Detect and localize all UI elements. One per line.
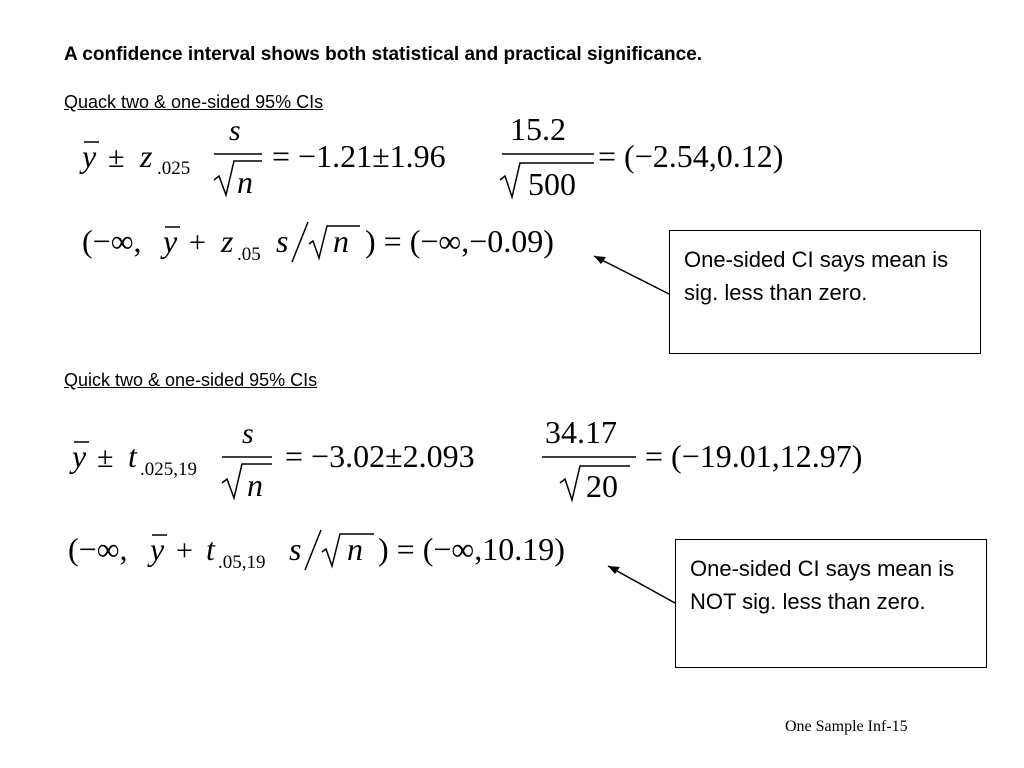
- callout-quick: One-sided CI says mean is NOT sig. less than zero.: [675, 539, 987, 668]
- rhs-expression: = −3.02±2.093: [285, 438, 475, 474]
- t-subscript: .025,19: [140, 459, 197, 480]
- z-symbol: z: [221, 223, 234, 259]
- numeric-denominator: 20: [586, 468, 618, 504]
- z-symbol: z: [140, 138, 153, 174]
- formula-quack-one-sided: [82, 222, 554, 265]
- plus-symbol: +: [176, 534, 193, 567]
- n-symbol: n: [347, 531, 363, 567]
- ybar-symbol: y: [150, 531, 165, 567]
- callout-arrow-1: [594, 256, 669, 294]
- s-numerator: s: [229, 114, 241, 147]
- interval-result: ) = (−∞,−0.09): [365, 223, 554, 259]
- s-symbol: s: [276, 223, 289, 259]
- plus-minus-symbol: ±: [108, 141, 125, 174]
- t-subscript: .05,19: [218, 552, 266, 573]
- n-denominator: n: [247, 467, 263, 503]
- ybar-symbol: y: [163, 223, 178, 259]
- division-slash: [292, 222, 308, 262]
- slide-title: A confidence interval shows both statistical and practical significance.: [64, 44, 703, 65]
- formula-quick-two-sided: [69, 414, 862, 504]
- formula-quick-one-sided: [68, 530, 565, 573]
- numeric-denominator: 500: [528, 166, 576, 202]
- callout-quack: One-sided CI says mean is sig. less than zero.: [669, 230, 981, 354]
- ybar-symbol: y: [82, 138, 97, 174]
- section-heading-quick: Quick two & one-sided 95% CIs: [64, 370, 318, 390]
- n-symbol: n: [333, 223, 349, 259]
- t-symbol: t: [128, 438, 137, 474]
- z-subscript: .05: [237, 244, 261, 265]
- rhs-expression: = −1.21±1.96: [272, 138, 446, 174]
- interval-result: ) = (−∞,10.19): [378, 531, 565, 567]
- interval-open: (−∞,: [82, 223, 142, 259]
- ybar-symbol: y: [72, 438, 87, 474]
- plus-minus-symbol: ±: [97, 441, 114, 474]
- callout-arrow-2: [608, 566, 675, 603]
- interval-open: (−∞,: [68, 531, 128, 567]
- n-denominator: n: [237, 164, 253, 200]
- s-numerator: s: [242, 417, 254, 450]
- numeric-numerator: 15.2: [510, 111, 566, 147]
- t-symbol: t: [206, 531, 215, 567]
- numeric-numerator: 34.17: [545, 414, 617, 450]
- slide-footer: One Sample Inf-15: [785, 718, 908, 735]
- interval-result: = (−19.01,12.97): [645, 438, 863, 474]
- division-slash: [305, 530, 321, 570]
- interval-result: = (−2.54,0.12): [598, 138, 784, 174]
- plus-symbol: +: [189, 226, 206, 259]
- z-subscript: .025: [157, 158, 191, 179]
- section-heading-quack: Quack two & one-sided 95% CIs: [64, 92, 324, 112]
- s-symbol: s: [289, 531, 302, 567]
- formula-quack-two-sided: [79, 111, 783, 202]
